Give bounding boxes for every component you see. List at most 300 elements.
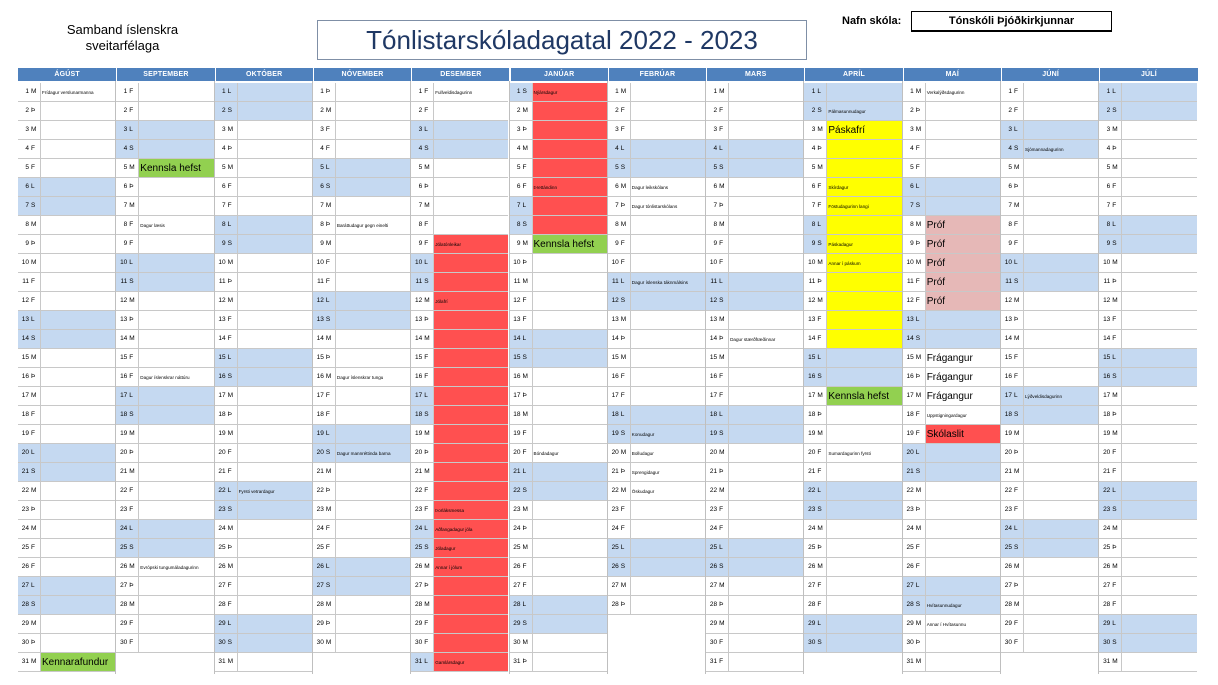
day-cell[interactable] (804, 197, 901, 216)
day-cell[interactable] (608, 520, 705, 539)
day-cell[interactable] (215, 102, 312, 121)
school-name-field[interactable]: Tónskóli Þjóðkirkjunnar (911, 11, 1112, 32)
day-cell[interactable] (1099, 387, 1196, 406)
day-cell[interactable] (1099, 368, 1196, 387)
day-cell[interactable] (1099, 406, 1196, 425)
day-cell[interactable] (804, 140, 901, 159)
day-cell[interactable] (804, 577, 901, 596)
day-cell[interactable] (116, 83, 213, 102)
day-cell[interactable] (706, 102, 803, 121)
day-cell[interactable] (116, 330, 213, 349)
day-cell[interactable] (1099, 254, 1196, 273)
day-cell[interactable] (18, 311, 115, 330)
day-cell[interactable] (411, 387, 508, 406)
day-cell[interactable] (1099, 197, 1196, 216)
day-cell[interactable] (510, 159, 607, 178)
day-cell[interactable] (903, 368, 1000, 387)
day-cell[interactable] (18, 482, 115, 501)
day-cell[interactable] (215, 235, 312, 254)
day-cell[interactable] (510, 387, 607, 406)
day-cell[interactable] (1001, 387, 1098, 406)
day-cell[interactable] (1001, 577, 1098, 596)
day-cell[interactable] (903, 653, 1000, 672)
day-cell[interactable] (608, 235, 705, 254)
day-cell[interactable] (804, 292, 901, 311)
day-cell[interactable] (608, 368, 705, 387)
day-cell[interactable] (903, 254, 1000, 273)
day-cell[interactable] (1001, 406, 1098, 425)
day-cell[interactable] (411, 140, 508, 159)
day-cell[interactable] (411, 653, 508, 672)
day-cell[interactable] (313, 615, 410, 634)
day-cell[interactable] (804, 425, 901, 444)
day-cell[interactable] (411, 558, 508, 577)
day-cell[interactable] (1001, 235, 1098, 254)
day-cell[interactable] (116, 102, 213, 121)
day-cell[interactable] (706, 558, 803, 577)
day-cell[interactable] (608, 387, 705, 406)
day-cell[interactable] (804, 273, 901, 292)
day-cell[interactable] (116, 444, 213, 463)
day-cell[interactable] (510, 577, 607, 596)
day-cell[interactable] (903, 140, 1000, 159)
day-cell[interactable] (116, 520, 213, 539)
day-cell[interactable] (215, 501, 312, 520)
day-cell[interactable] (510, 273, 607, 292)
day-cell[interactable] (411, 273, 508, 292)
day-cell[interactable] (411, 197, 508, 216)
day-cell[interactable] (18, 254, 115, 273)
day-cell[interactable] (1001, 121, 1098, 140)
day-cell[interactable] (804, 216, 901, 235)
day-cell[interactable] (411, 349, 508, 368)
day-cell[interactable] (510, 520, 607, 539)
day-cell[interactable] (215, 292, 312, 311)
day-cell[interactable] (18, 349, 115, 368)
day-cell[interactable] (903, 558, 1000, 577)
day-cell[interactable] (411, 577, 508, 596)
day-cell[interactable] (706, 615, 803, 634)
day-cell[interactable] (1099, 273, 1196, 292)
day-cell[interactable] (116, 311, 213, 330)
day-cell[interactable] (215, 121, 312, 140)
day-cell[interactable] (510, 653, 607, 672)
day-cell[interactable] (215, 159, 312, 178)
day-cell[interactable] (510, 330, 607, 349)
day-cell[interactable] (903, 216, 1000, 235)
day-cell[interactable] (313, 558, 410, 577)
day-cell[interactable] (18, 121, 115, 140)
day-cell[interactable] (411, 216, 508, 235)
day-cell[interactable] (411, 178, 508, 197)
day-cell[interactable] (116, 178, 213, 197)
day-cell[interactable] (215, 178, 312, 197)
day-cell[interactable] (18, 368, 115, 387)
day-cell[interactable] (903, 102, 1000, 121)
day-cell[interactable] (313, 140, 410, 159)
day-cell[interactable] (215, 482, 312, 501)
day-cell[interactable] (510, 596, 607, 615)
day-cell[interactable] (608, 558, 705, 577)
day-cell[interactable] (411, 520, 508, 539)
day-cell[interactable] (608, 577, 705, 596)
day-cell[interactable] (18, 159, 115, 178)
day-cell[interactable] (411, 501, 508, 520)
day-cell[interactable] (903, 292, 1000, 311)
day-cell[interactable] (411, 159, 508, 178)
day-cell[interactable] (510, 349, 607, 368)
day-cell[interactable] (510, 406, 607, 425)
day-cell[interactable] (903, 311, 1000, 330)
day-cell[interactable] (18, 83, 115, 102)
day-cell[interactable] (510, 444, 607, 463)
day-cell[interactable] (608, 501, 705, 520)
day-cell[interactable] (510, 83, 607, 102)
day-cell[interactable] (804, 178, 901, 197)
day-cell[interactable] (1099, 102, 1196, 121)
day-cell[interactable] (215, 444, 312, 463)
day-cell[interactable] (510, 197, 607, 216)
day-cell[interactable] (510, 482, 607, 501)
day-cell[interactable] (706, 178, 803, 197)
day-cell[interactable] (804, 520, 901, 539)
day-cell[interactable] (18, 577, 115, 596)
day-cell[interactable] (706, 330, 803, 349)
day-cell[interactable] (903, 406, 1000, 425)
day-cell[interactable] (1001, 444, 1098, 463)
day-cell[interactable] (1099, 539, 1196, 558)
day-cell[interactable] (411, 596, 508, 615)
day-cell[interactable] (18, 102, 115, 121)
day-cell[interactable] (411, 235, 508, 254)
day-cell[interactable] (1099, 615, 1196, 634)
day-cell[interactable] (510, 140, 607, 159)
day-cell[interactable] (706, 349, 803, 368)
day-cell[interactable] (1099, 501, 1196, 520)
day-cell[interactable] (1001, 425, 1098, 444)
day-cell[interactable] (608, 330, 705, 349)
day-cell[interactable] (116, 254, 213, 273)
day-cell[interactable] (116, 121, 213, 140)
day-cell[interactable] (903, 349, 1000, 368)
day-cell[interactable] (1099, 444, 1196, 463)
day-cell[interactable] (706, 520, 803, 539)
day-cell[interactable] (215, 577, 312, 596)
day-cell[interactable] (1099, 558, 1196, 577)
day-cell[interactable] (215, 463, 312, 482)
day-cell[interactable] (313, 83, 410, 102)
day-cell[interactable] (510, 216, 607, 235)
day-cell[interactable] (1099, 159, 1196, 178)
day-cell[interactable] (608, 140, 705, 159)
day-cell[interactable] (18, 615, 115, 634)
day-cell[interactable] (804, 311, 901, 330)
day-cell[interactable] (804, 463, 901, 482)
day-cell[interactable] (313, 463, 410, 482)
day-cell[interactable] (1001, 140, 1098, 159)
day-cell[interactable] (313, 444, 410, 463)
day-cell[interactable] (903, 615, 1000, 634)
day-cell[interactable] (804, 634, 901, 653)
day-cell[interactable] (313, 425, 410, 444)
day-cell[interactable] (1099, 653, 1196, 672)
day-cell[interactable] (215, 615, 312, 634)
day-cell[interactable] (903, 425, 1000, 444)
day-cell[interactable] (215, 387, 312, 406)
day-cell[interactable] (706, 368, 803, 387)
day-cell[interactable] (510, 311, 607, 330)
day-cell[interactable] (608, 159, 705, 178)
day-cell[interactable] (1099, 83, 1196, 102)
day-cell[interactable] (411, 330, 508, 349)
day-cell[interactable] (903, 444, 1000, 463)
day-cell[interactable] (411, 482, 508, 501)
day-cell[interactable] (411, 292, 508, 311)
day-cell[interactable] (706, 197, 803, 216)
day-cell[interactable] (903, 463, 1000, 482)
day-cell[interactable] (804, 596, 901, 615)
day-cell[interactable] (608, 102, 705, 121)
day-cell[interactable] (510, 501, 607, 520)
day-cell[interactable] (510, 558, 607, 577)
day-cell[interactable] (313, 254, 410, 273)
day-cell[interactable] (215, 216, 312, 235)
day-cell[interactable] (903, 634, 1000, 653)
day-cell[interactable] (1099, 235, 1196, 254)
day-cell[interactable] (18, 216, 115, 235)
day-cell[interactable] (411, 254, 508, 273)
day-cell[interactable] (1099, 292, 1196, 311)
day-cell[interactable] (804, 83, 901, 102)
day-cell[interactable] (18, 140, 115, 159)
day-cell[interactable] (804, 482, 901, 501)
day-cell[interactable] (510, 615, 607, 634)
day-cell[interactable] (313, 596, 410, 615)
day-cell[interactable] (116, 577, 213, 596)
day-cell[interactable] (903, 121, 1000, 140)
day-cell[interactable] (1001, 254, 1098, 273)
day-cell[interactable] (313, 178, 410, 197)
day-cell[interactable] (510, 254, 607, 273)
day-cell[interactable] (1001, 102, 1098, 121)
day-cell[interactable] (510, 368, 607, 387)
day-cell[interactable] (1001, 216, 1098, 235)
day-cell[interactable] (510, 539, 607, 558)
day-cell[interactable] (18, 444, 115, 463)
day-cell[interactable] (706, 653, 803, 672)
day-cell[interactable] (706, 121, 803, 140)
day-cell[interactable] (608, 596, 705, 615)
day-cell[interactable] (608, 83, 705, 102)
day-cell[interactable] (313, 102, 410, 121)
day-cell[interactable] (1001, 539, 1098, 558)
day-cell[interactable] (903, 482, 1000, 501)
day-cell[interactable] (1099, 140, 1196, 159)
day-cell[interactable] (804, 330, 901, 349)
day-cell[interactable] (903, 520, 1000, 539)
day-cell[interactable] (608, 463, 705, 482)
day-cell[interactable] (903, 178, 1000, 197)
day-cell[interactable] (1001, 197, 1098, 216)
day-cell[interactable] (804, 558, 901, 577)
day-cell[interactable] (215, 653, 312, 672)
day-cell[interactable] (804, 387, 901, 406)
day-cell[interactable] (313, 406, 410, 425)
day-cell[interactable] (1001, 482, 1098, 501)
day-cell[interactable] (706, 577, 803, 596)
day-cell[interactable] (804, 406, 901, 425)
day-cell[interactable] (313, 330, 410, 349)
day-cell[interactable] (313, 197, 410, 216)
day-cell[interactable] (18, 634, 115, 653)
day-cell[interactable] (411, 83, 508, 102)
day-cell[interactable] (706, 463, 803, 482)
day-cell[interactable] (608, 406, 705, 425)
day-cell[interactable] (1001, 463, 1098, 482)
day-cell[interactable] (313, 520, 410, 539)
day-cell[interactable] (313, 349, 410, 368)
day-cell[interactable] (903, 235, 1000, 254)
day-cell[interactable] (510, 178, 607, 197)
day-cell[interactable] (706, 254, 803, 273)
day-cell[interactable] (18, 178, 115, 197)
day-cell[interactable] (18, 501, 115, 520)
day-cell[interactable] (313, 577, 410, 596)
day-cell[interactable] (706, 406, 803, 425)
day-cell[interactable] (411, 444, 508, 463)
day-cell[interactable] (215, 634, 312, 653)
day-cell[interactable] (18, 273, 115, 292)
day-cell[interactable] (706, 311, 803, 330)
day-cell[interactable] (706, 83, 803, 102)
day-cell[interactable] (1099, 178, 1196, 197)
day-cell[interactable] (313, 501, 410, 520)
day-cell[interactable] (804, 368, 901, 387)
day-cell[interactable] (215, 596, 312, 615)
day-cell[interactable] (313, 482, 410, 501)
day-cell[interactable] (903, 159, 1000, 178)
day-cell[interactable] (706, 159, 803, 178)
day-cell[interactable] (313, 387, 410, 406)
day-cell[interactable] (608, 197, 705, 216)
day-cell[interactable] (215, 83, 312, 102)
day-cell[interactable] (1099, 482, 1196, 501)
day-cell[interactable] (608, 254, 705, 273)
day-cell[interactable] (215, 197, 312, 216)
day-cell[interactable] (1001, 83, 1098, 102)
day-cell[interactable] (608, 539, 705, 558)
day-cell[interactable] (608, 349, 705, 368)
day-cell[interactable] (903, 596, 1000, 615)
day-cell[interactable] (215, 425, 312, 444)
day-cell[interactable] (313, 273, 410, 292)
day-cell[interactable] (411, 463, 508, 482)
day-cell[interactable] (116, 463, 213, 482)
day-cell[interactable] (215, 140, 312, 159)
day-cell[interactable] (510, 235, 607, 254)
day-cell[interactable] (313, 159, 410, 178)
day-cell[interactable] (1001, 501, 1098, 520)
day-cell[interactable] (1099, 577, 1196, 596)
day-cell[interactable] (608, 178, 705, 197)
day-cell[interactable] (706, 444, 803, 463)
day-cell[interactable] (18, 235, 115, 254)
day-cell[interactable] (804, 102, 901, 121)
day-cell[interactable] (116, 159, 213, 178)
day-cell[interactable] (1099, 330, 1196, 349)
day-cell[interactable] (706, 634, 803, 653)
day-cell[interactable] (1001, 330, 1098, 349)
day-cell[interactable] (510, 634, 607, 653)
day-cell[interactable] (706, 539, 803, 558)
day-cell[interactable] (313, 539, 410, 558)
day-cell[interactable] (804, 501, 901, 520)
day-cell[interactable] (116, 273, 213, 292)
day-cell[interactable] (608, 273, 705, 292)
day-cell[interactable] (18, 425, 115, 444)
day-cell[interactable] (18, 539, 115, 558)
day-cell[interactable] (608, 216, 705, 235)
day-cell[interactable] (411, 406, 508, 425)
day-cell[interactable] (18, 558, 115, 577)
day-cell[interactable] (608, 311, 705, 330)
day-cell[interactable] (706, 292, 803, 311)
day-cell[interactable] (1099, 463, 1196, 482)
day-cell[interactable] (510, 121, 607, 140)
day-cell[interactable] (116, 634, 213, 653)
day-cell[interactable] (510, 292, 607, 311)
day-cell[interactable] (18, 292, 115, 311)
day-cell[interactable] (903, 387, 1000, 406)
day-cell[interactable] (804, 539, 901, 558)
day-cell[interactable] (706, 140, 803, 159)
day-cell[interactable] (1099, 121, 1196, 140)
day-cell[interactable] (215, 349, 312, 368)
day-cell[interactable] (804, 254, 901, 273)
day-cell[interactable] (903, 273, 1000, 292)
day-cell[interactable] (116, 539, 213, 558)
day-cell[interactable] (706, 273, 803, 292)
day-cell[interactable] (313, 634, 410, 653)
day-cell[interactable] (411, 425, 508, 444)
day-cell[interactable] (215, 311, 312, 330)
day-cell[interactable] (313, 216, 410, 235)
day-cell[interactable] (706, 235, 803, 254)
day-cell[interactable] (510, 425, 607, 444)
day-cell[interactable] (903, 330, 1000, 349)
day-cell[interactable] (116, 425, 213, 444)
day-cell[interactable] (706, 216, 803, 235)
day-cell[interactable] (804, 615, 901, 634)
day-cell[interactable] (411, 311, 508, 330)
day-cell[interactable] (116, 292, 213, 311)
day-cell[interactable] (1001, 178, 1098, 197)
day-cell[interactable] (411, 539, 508, 558)
day-cell[interactable] (215, 520, 312, 539)
day-cell[interactable] (903, 83, 1000, 102)
day-cell[interactable] (116, 197, 213, 216)
day-cell[interactable] (313, 368, 410, 387)
day-cell[interactable] (903, 501, 1000, 520)
day-cell[interactable] (1001, 596, 1098, 615)
day-cell[interactable] (116, 349, 213, 368)
day-cell[interactable] (116, 615, 213, 634)
day-cell[interactable] (411, 121, 508, 140)
day-cell[interactable] (18, 653, 115, 672)
day-cell[interactable] (510, 463, 607, 482)
day-cell[interactable] (1001, 292, 1098, 311)
day-cell[interactable] (608, 292, 705, 311)
